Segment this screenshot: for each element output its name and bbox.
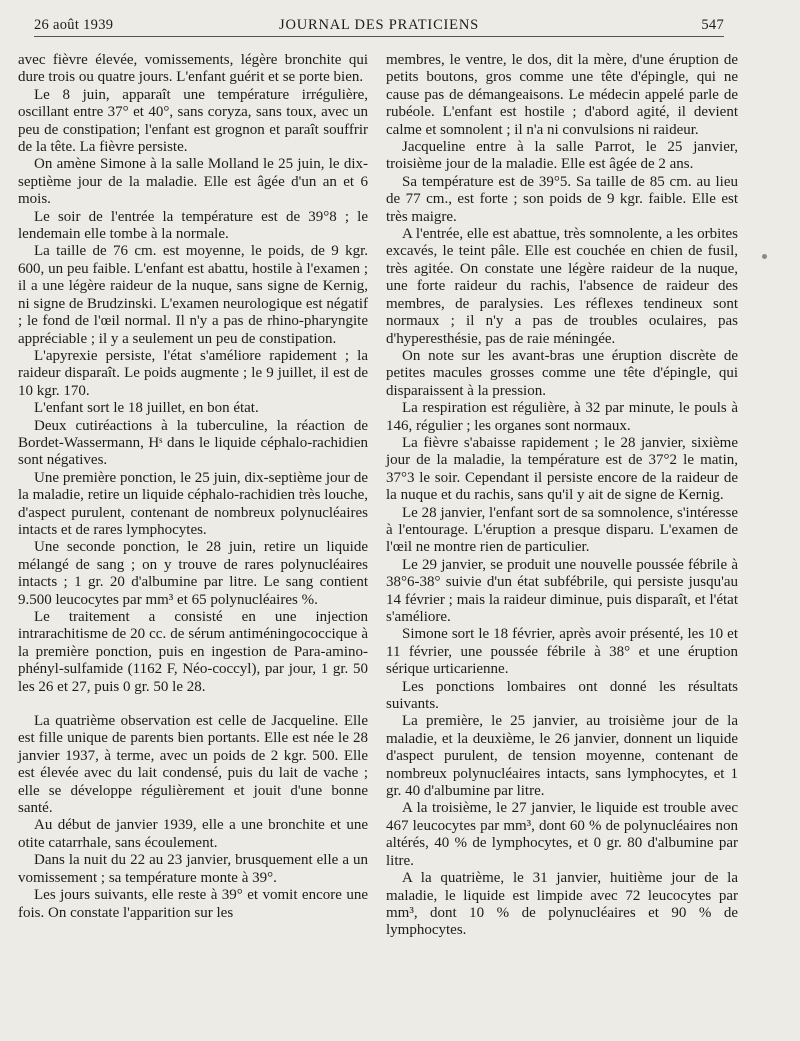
paragraph: Le soir de l'entrée la température est de 39°8 ; le lendemain elle tombe à la normale.	[18, 208, 368, 243]
paragraph: On note sur les avant-bras une éruption discrète de petites macules grosses comme une tête d'épingle, qui disparaissent à la pression.	[386, 347, 738, 399]
paragraph: Simone sort le 18 février, après avoir présenté, les 10 et 11 février, une poussée fébrile à 38° et une éruption sérique urticarienne.	[386, 626, 738, 678]
header-date: 26 août 1939	[34, 17, 114, 33]
margin-dot	[762, 254, 767, 259]
left-column	[18, 52, 368, 922]
page-number: 547	[701, 17, 724, 33]
paragraph: membres, le ventre, le dos, dit la mère, d'une éruption de petits boutons, gros comme une tête d'épingle, qui ne cause pas de démangeaisons. Le médecin appelé parle de rubéole. L'enfant est hostile ; d'abord agité, il devient calme et somnolent ; il n'a ni convulsions ni raideur.	[386, 52, 738, 138]
paragraph: La taille de 76 cm. est moyenne, le poids, de 9 kgr. 600, un peu faible. L'enfant est abattu, hostile à l'examen ; il a une légère raideur de la nuque, sans signe de Kernig, ni signe de Brudzinski. L'examen neurologique est négatif ; le fond de l'œil normal. Il n'y a pas de rhino-pharyngite appréciable ; il y a seulement un peu de constipation.	[18, 243, 368, 347]
paragraph: Une seconde ponction, le 28 juin, retire un liquide mélangé de sang ; on y trouve de rares polynucléaires intacts ; 1 gr. 20 d'albumine par litre. Le sang contient 9.500 leucocytes par mm³ et 65 polynucléaires %.	[18, 539, 368, 608]
paragraph: Dans la nuit du 22 au 23 janvier, brusquement elle a un vomissement ; sa température monte à 39°.	[18, 852, 368, 886]
paragraph: La respiration est régulière, à 32 par minute, le pouls à 146, régulier ; les organes sont normaux.	[386, 400, 738, 434]
paragraph: Deux cutiréactions à la tuberculine, la réaction de Bordet-Wassermann, Hˢ dans le liquide céphalo-rachidien sont négatives.	[18, 417, 368, 469]
paragraph: Une première ponction, le 25 juin, dix-septième jour de la maladie, retire un liquide céphalo-rachidien très louche, d'aspect purulent, contenant de nombreux polynucléaires intacts et de rares lymphocytes.	[18, 469, 368, 538]
paragraph: Les jours suivants, elle reste à 39° et vomit encore une fois. On constate l'apparition sur les	[18, 887, 368, 921]
paragraph: A l'entrée, elle est abattue, très somnolente, a les orbites excavés, le teint pâle. Elle est couchée en chien de fusil, très agitée. On constate une légère raideur de la nuque, une forte raideur du rachis, l'absence de raideur des membres, de paralysies. Les réflexes tendineux sont normaux ; il n'y a pas de troubles oculaires, pas d'hyperesthésie, pas de raie méningée.	[386, 226, 738, 347]
paragraph: avec fièvre élevée, vomissements, légère bronchite qui dure trois ou quatre jours. L'enfant guérit et se porte bien.	[18, 52, 368, 86]
paragraph: Le 28 janvier, l'enfant sort de sa somnolence, s'intéresse à l'entourage. L'éruption a presque disparu. L'examen de l'œil ne montre rien de particulier.	[386, 504, 738, 556]
journal-title: JOURNAL DES PRATICIENS	[279, 17, 479, 33]
paragraph: L'apyrexie persiste, l'état s'améliore rapidement ; la raideur disparaît. Le poids augmente ; le 9 juillet, il est de 10 kgr. 170.	[18, 347, 368, 399]
paragraph: La quatrième observation est celle de Jacqueline. Elle est fille unique de parents bien portants. Elle est née le 28 janvier 1937, à terme, avec un poids de 2 kgr. 500. Elle est élevée avec du lait condensé, puis du lait de vache ; elle se développe régulièrement et jouit d'une bonne santé.	[18, 713, 368, 817]
paragraph: L'enfant sort le 18 juillet, en bon état.	[34, 400, 259, 417]
paragraph: Le traitement a consisté en une injection intrarachitisme de 20 cc. de sérum antiméningococcique à la première ponction, puis en ingestion de Para-amino-phényl-sulfamide (1162 F, Néo-coccyl), par jour, 1 gr. 50 les 26 et 27, puis 0 gr. 50 le 28.	[18, 609, 368, 695]
paragraph: Le 29 janvier, se produit une nouvelle poussée fébrile à 38°6-38° suivie d'un état subfébrile, qui persiste jusqu'au 14 février ; mais la raideur diminue, puis disparaît, et l'état s'améliore.	[386, 556, 738, 625]
paragraph: Jacqueline entre à la salle Parrot, le 25 janvier, troisième jour de la maladie. Elle est âgée de 2 ans.	[386, 139, 738, 173]
paragraph: Les ponctions lombaires ont donné les résultats suivants.	[386, 678, 738, 713]
paragraph: La fièvre s'abaisse rapidement ; le 28 janvier, sixième jour de la maladie, la température est de 37°2 le matin, 37°3 le soir. Cependant il persiste encore de la raideur de la nuque et du rachis, sans qu'il y ait de signe de Kernig.	[386, 434, 738, 504]
right-column	[386, 52, 738, 940]
paragraph: On amène Simone à la salle Molland le 25 juin, le dix-septième jour de la maladie. Elle est âgée d'un an et 6 mois.	[18, 156, 368, 208]
paragraph: La première, le 25 janvier, au troisième jour de la maladie, et la deuxième, le 26 janvier, donnent un liquide d'aspect purulent, de tension moyenne, contenant de nombreux polynucléaires intacts, sans lymphocytes, et 1 gr. 40 d'albumine par litre.	[386, 713, 738, 800]
paragraph: Au début de janvier 1939, elle a une bronchite et une otite catarrhale, sans écoulement.	[18, 817, 368, 851]
paragraph: A la quatrième, le 31 janvier, huitième jour de la maladie, le liquide est limpide avec 72 leucocytes par mm³, dont 10 % de polynucléaires et 90 % de lymphocytes.	[386, 870, 738, 939]
paragraph: A la troisième, le 27 janvier, le liquide est trouble avec 467 leucocytes par mm³, dont 60 % de polynucléaires non altérés, 40 % de lymphocytes, et 0 gr. 80 d'albumine par litre.	[386, 800, 738, 869]
paragraph: Le 8 juin, apparaît une température irrégulière, oscillant entre 37° et 40°, sans coryza, sans toux, avec un peu de constipation; l'enfant est grognon et paraît souffrir de la tête. La fièvre persiste.	[18, 86, 368, 156]
page-header	[34, 14, 724, 37]
paragraph: Sa température est de 39°5. Sa taille de 85 cm. au lieu de 77 cm., est forte ; son poids de 9 kgr. faible. Elle est très maigre.	[386, 173, 738, 225]
